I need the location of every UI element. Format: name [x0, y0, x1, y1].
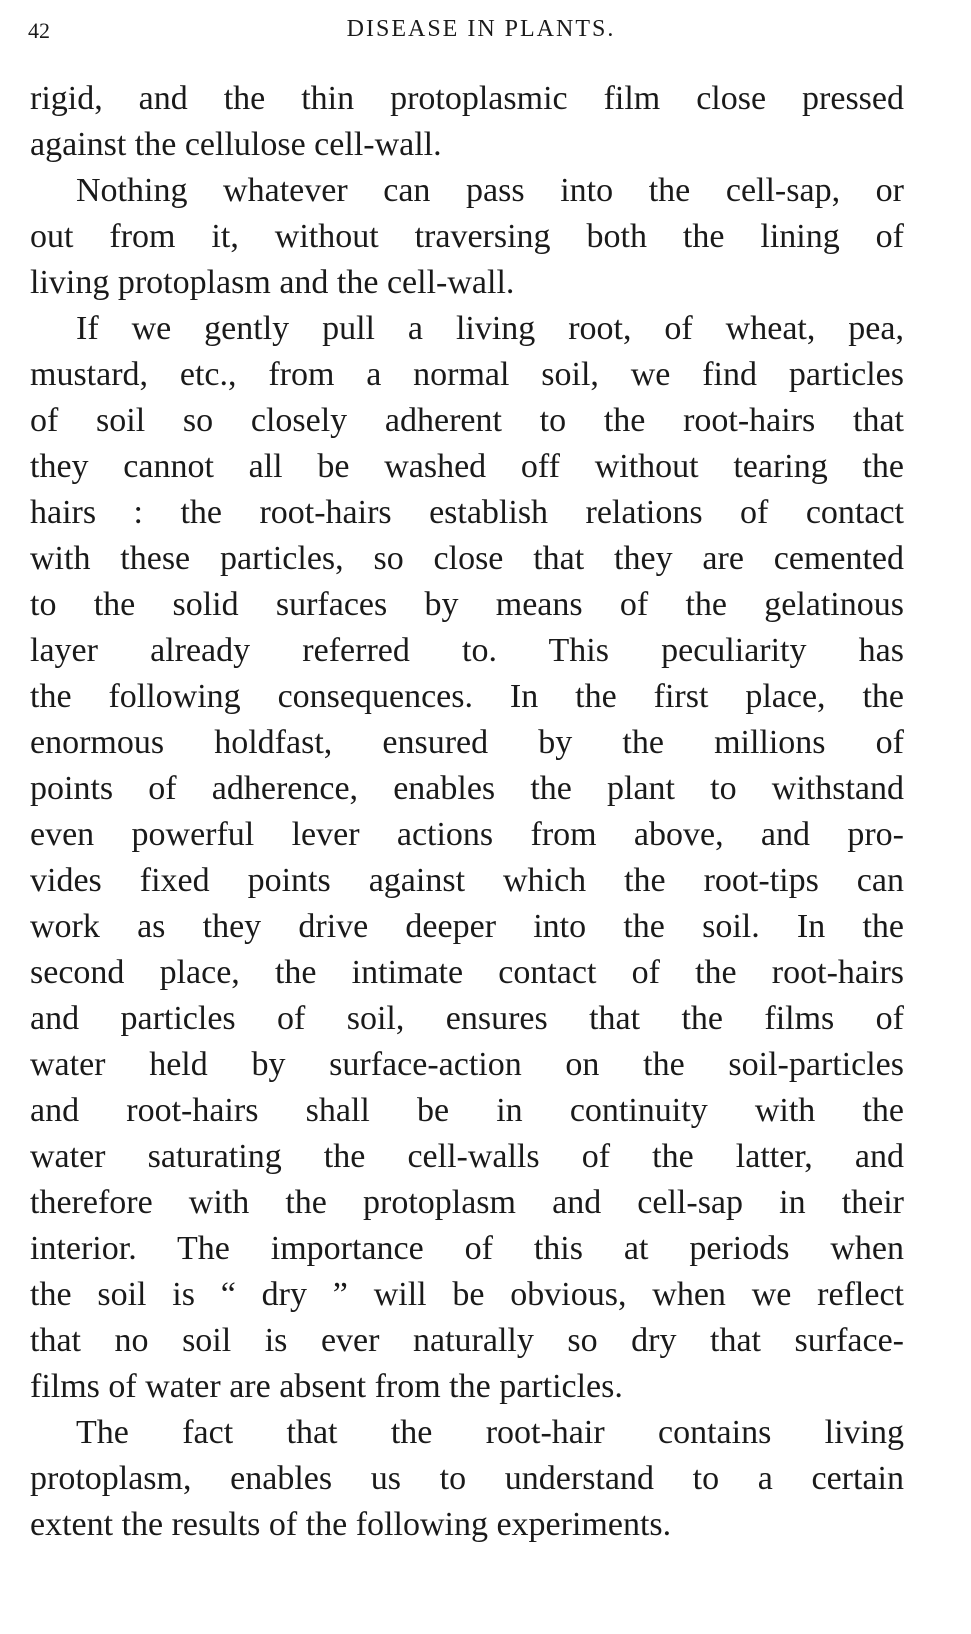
- text-line: to the solid surfaces by means of the gelatinous: [30, 586, 904, 623]
- text-line: water held by surface-action on the soil-particles: [30, 1046, 904, 1083]
- text-line: layer already referred to. This peculiarity has: [30, 632, 904, 669]
- body-text: [30, 76, 904, 1548]
- text-line: hairs : the root-hairs establish relations of contact: [30, 494, 904, 531]
- text-line: of soil so closely adherent to the root-hairs that: [30, 402, 904, 439]
- running-title: DISEASE IN PLANTS.: [346, 16, 616, 42]
- page-header: [28, 14, 934, 50]
- text-line: they cannot all be washed off without tearing the: [30, 448, 904, 485]
- paragraph: [30, 76, 904, 168]
- paragraph: [30, 1410, 904, 1548]
- text-line: the soil is “ dry ” will be obvious, when we reflect: [30, 1276, 904, 1313]
- text-line: and root-hairs shall be in continuity with the: [30, 1092, 904, 1129]
- paragraph: [30, 168, 904, 306]
- text-line: out from it, without traversing both the lining of: [30, 218, 904, 255]
- text-line: vides fixed points against which the root-tips can: [30, 862, 904, 899]
- text-line: with these particles, so close that they are cemented: [30, 540, 904, 577]
- text-line: water saturating the cell-walls of the latter, and: [30, 1138, 904, 1175]
- text-line: The fact that the root-hair contains living: [76, 1414, 904, 1451]
- paragraph: [30, 306, 904, 1410]
- text-line: points of adherence, enables the plant to withstand: [30, 770, 904, 807]
- text-line: and particles of soil, ensures that the films of: [30, 1000, 904, 1037]
- text-line: work as they drive deeper into the soil. In the: [30, 908, 904, 945]
- text-line: even powerful lever actions from above, and pro-: [30, 816, 904, 853]
- text-line: films of water are absent from the particles.: [30, 1368, 623, 1405]
- text-line: that no soil is ever naturally so dry that surface-: [30, 1322, 904, 1359]
- text-line: enormous holdfast, ensured by the millions of: [30, 724, 904, 761]
- text-line: against the cellulose cell-wall.: [30, 126, 442, 163]
- text-line: rigid, and the thin protoplasmic film close pressed: [30, 80, 904, 117]
- text-line: living protoplasm and the cell-wall.: [30, 264, 515, 301]
- text-line: second place, the intimate contact of the root-hairs: [30, 954, 904, 991]
- text-line: protoplasm, enables us to understand to a certain: [30, 1460, 904, 1497]
- text-line: mustard, etc., from a normal soil, we find particles: [30, 356, 904, 393]
- text-line: If we gently pull a living root, of wheat, pea,: [76, 310, 904, 347]
- page-number: 42: [28, 18, 50, 43]
- text-line: extent the results of the following experiments.: [30, 1506, 672, 1543]
- text-line: the following consequences. In the first place, the: [30, 678, 904, 715]
- text-line: interior. The importance of this at periods when: [30, 1230, 904, 1267]
- text-line: Nothing whatever can pass into the cell-sap, or: [76, 172, 904, 209]
- text-line: therefore with the protoplasm and cell-sap in their: [30, 1184, 904, 1221]
